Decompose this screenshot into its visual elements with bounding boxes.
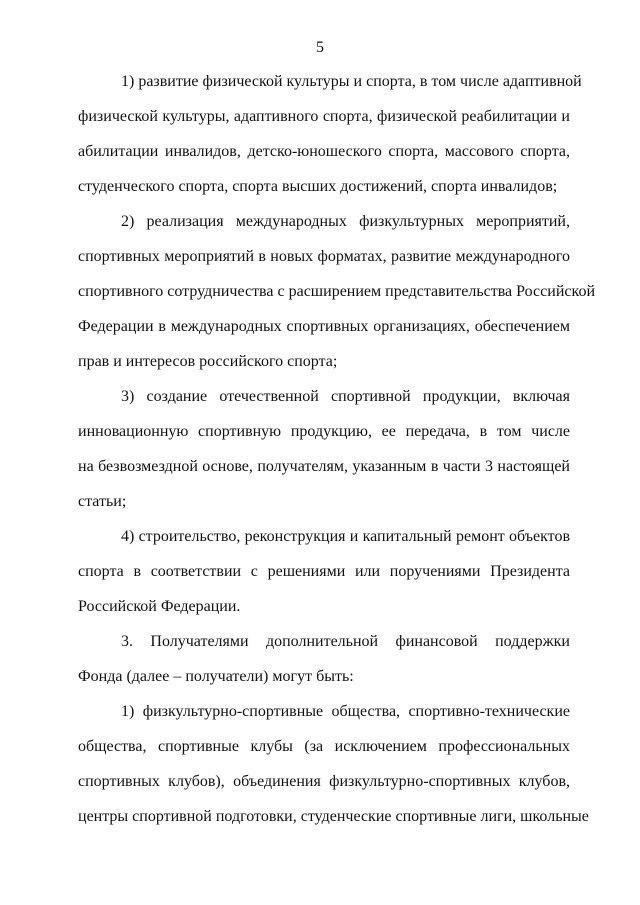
text-line: 4) строительство, реконструкция и капитальный ремонт объектов: [121, 528, 570, 545]
paragraph-item-1-development: [78, 64, 582, 204]
paragraph-section-3-recipients: [78, 624, 570, 694]
paragraph-item-3-sports-products: [78, 379, 570, 519]
text-line: общества, спортивные клубы (за исключением профессиональных: [78, 738, 570, 755]
text-line: прав и интересов российского спорта;: [78, 353, 338, 370]
text-line: инновационную спортивную продукцию, ее передача, в том числе: [78, 423, 570, 440]
text-line: Федерации в международных спортивных организациях, обеспечением: [78, 318, 570, 335]
text-line: статьи;: [78, 493, 127, 510]
paragraph-item-4-construction: [78, 519, 570, 624]
text-line: спортивных клубов), объединения физкультурно-спортивных клубов,: [78, 773, 570, 790]
text-line: физической культуры, адаптивного спорта, физической реабилитации и: [78, 108, 570, 125]
text-line: центры спортивной подготовки, студенческие спортивные лиги, школьные: [78, 808, 589, 825]
text-line: спортивных мероприятий в новых форматах, развитие международного: [78, 248, 570, 265]
text-line: 3. Получателями дополнительной финансовой поддержки: [121, 633, 570, 650]
document-body: [78, 64, 596, 834]
paragraph-recipient-item-1: [78, 694, 589, 834]
text-line: спорта в соответствии с решениями или поручениями Президента: [78, 563, 570, 580]
text-line: Фонда (далее – получатели) могут быть:: [78, 668, 354, 685]
text-line: 1) развитие физической культуры и спорта, в том числе адаптивной: [121, 73, 582, 90]
text-line: на безвозмездной основе, получателям, указанным в части 3 настоящей: [78, 458, 570, 475]
text-line: Российской Федерации.: [78, 598, 241, 615]
page-number: 5: [316, 39, 324, 56]
text-line: 2) реализация международных физкультурных мероприятий,: [121, 213, 570, 230]
text-line: 3) создание отечественной спортивной продукции, включая: [121, 388, 570, 405]
text-line: 1) физкультурно-спортивные общества, спортивно-технические: [121, 703, 570, 720]
paragraph-item-2-international-events: [78, 204, 596, 379]
text-line: студенческого спорта, спорта высших достижений, спорта инвалидов;: [78, 178, 558, 195]
text-line: абилитации инвалидов, детско-юношеского спорта, массового спорта,: [78, 143, 570, 160]
text-line: спортивного сотрудничества с расширением представительства Российской: [78, 283, 596, 300]
